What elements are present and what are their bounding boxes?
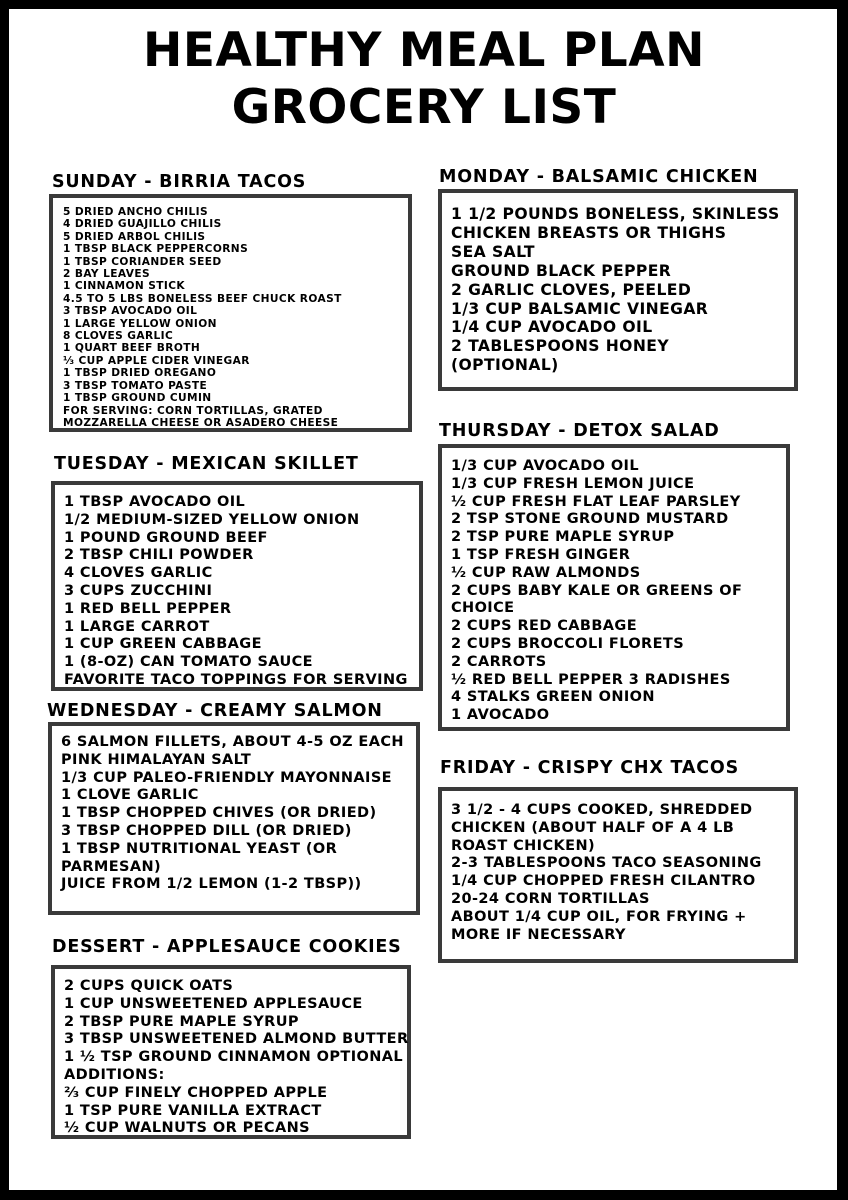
ingredient-item: (OPTIONAL) (451, 356, 559, 375)
ingredient-item: 1 CUP UNSWEETENED APPLESAUCE (64, 995, 363, 1012)
thursday-heading: THURSDAY - DETOX SALAD (439, 421, 720, 441)
ingredient-item: 1 AVOCADO (451, 707, 550, 724)
ingredient-item: 1 POUND GROUND BEEF (64, 529, 268, 546)
title-line-1: HEALTHY MEAL PLAN (143, 23, 705, 78)
ingredient-item: ABOUT 1/4 CUP OIL, FOR FRYING + (451, 908, 747, 925)
ingredient-item: 1 TBSP BLACK PEPPERCORNS (63, 243, 249, 256)
ingredient-item: 1 CINNAMON STICK (63, 280, 185, 293)
ingredient-item: 1 ½ TSP GROUND CINNAMON OPTIONAL (64, 1049, 404, 1066)
ingredient-item: 2 CARROTS (451, 653, 547, 670)
ingredient-item: 1 LARGE CARROT (64, 618, 210, 635)
ingredient-item: 2 TSP PURE MAPLE SYRUP (451, 529, 675, 546)
ingredient-item: FOR SERVING: CORN TORTILLAS, GRATED (63, 404, 323, 417)
ingredient-item: 2 TBSP CHILI POWDER (64, 547, 254, 564)
title-line-2: GROCERY LIST (231, 80, 617, 135)
ingredient-item: ROAST CHICKEN) (451, 837, 596, 854)
ingredient-item: 2 GARLIC CLOVES, PEELED (451, 280, 692, 299)
monday-ingredient-list (438, 189, 798, 391)
ingredient-item: 2 CUPS QUICK OATS (64, 978, 234, 994)
friday-heading: FRIDAY - CRISPY CHX TACOS (440, 758, 739, 778)
tuesday-heading: TUESDAY - MEXICAN SKILLET (54, 454, 359, 474)
ingredient-item: 2 TABLESPOONS HONEY (451, 337, 670, 356)
ingredient-item: CHICKEN BREASTS OR THIGHS (451, 223, 727, 242)
ingredient-item: 1/3 CUP AVOCADO OIL (451, 458, 639, 474)
dessert-heading: DESSERT - APPLESAUCE COOKIES (52, 937, 402, 957)
ingredient-item: 3 TBSP CHOPPED DILL (OR DRIED) (61, 822, 352, 839)
ingredient-item: 2 TBSP PURE MAPLE SYRUP (64, 1013, 299, 1030)
ingredient-item: 2 CUPS BABY KALE OR GREENS OF (451, 582, 743, 599)
wednesday-heading: WEDNESDAY - CREAMY SALMON (47, 701, 383, 721)
ingredient-item: 3 TBSP TOMATO PASTE (63, 379, 208, 392)
ingredient-item: ½ RED BELL PEPPER 3 RADISHES (451, 671, 731, 688)
monday-heading: MONDAY - BALSAMIC CHICKEN (439, 167, 759, 187)
wednesday-ingredient-list (48, 722, 420, 915)
ingredient-item: 1/4 CUP AVOCADO OIL (451, 318, 653, 337)
ingredient-item: MORE IF NECESSARY (451, 926, 626, 943)
ingredient-item: 1 CLOVE GARLIC (61, 787, 199, 804)
ingredient-item: ADDITIONS: (64, 1066, 165, 1083)
ingredient-item: 1 LARGE YELLOW ONION (63, 317, 217, 330)
ingredient-item: 1/2 MEDIUM-SIZED YELLOW ONION (64, 511, 360, 528)
ingredient-item: CHOICE (451, 600, 515, 617)
ingredient-item: 1 TBSP GROUND CUMIN (63, 392, 212, 405)
ingredient-item: 5 DRIED ANCHO CHILIS (63, 206, 208, 218)
ingredient-item: 1 CUP GREEN CABBAGE (64, 636, 262, 653)
ingredient-item: 1/4 CUP CHOPPED FRESH CILANTRO (451, 873, 756, 890)
ingredient-item: 1 TSP PURE VANILLA EXTRACT (64, 1102, 322, 1119)
page-title (0, 22, 848, 136)
ingredient-item: 4 CLOVES GARLIC (64, 565, 213, 582)
ingredient-item: 4 STALKS GREEN ONION (451, 689, 655, 706)
ingredient-item: 2 CUPS BROCCOLI FLORETS (451, 635, 685, 652)
ingredient-item: PINK HIMALAYAN SALT (61, 751, 252, 768)
ingredient-item: 1 TBSP CORIANDER SEED (63, 255, 222, 268)
ingredient-item: 8 CLOVES GARLIC (63, 330, 174, 343)
ingredient-item: PARMESAN) (61, 858, 162, 875)
ingredient-item: 4 DRIED GUAJILLO CHILIS (63, 218, 222, 231)
ingredient-item: 2 CUPS RED CABBAGE (451, 618, 638, 635)
ingredient-item: 2 BAY LEAVES (63, 268, 151, 281)
ingredient-item: 1/3 CUP FRESH LEMON JUICE (451, 475, 695, 492)
ingredient-item: 3 1/2 - 4 CUPS COOKED, SHREDDED (451, 802, 753, 818)
ingredient-item: 1 (8-OZ) CAN TOMATO SAUCE (64, 654, 313, 671)
ingredient-item: 1 TBSP DRIED OREGANO (63, 367, 217, 380)
ingredient-item: 5 DRIED ARBOL CHILIS (63, 230, 206, 243)
ingredient-item: 1 RED BELL PEPPER (64, 600, 232, 617)
ingredient-item: ⅓ CUP APPLE CIDER VINEGAR (63, 354, 250, 367)
ingredient-item: ⅔ CUP FINELY CHOPPED APPLE (64, 1084, 328, 1101)
ingredient-item: 1 TSP FRESH GINGER (451, 546, 631, 563)
ingredient-item: 1 TBSP CHOPPED CHIVES (OR DRIED) (61, 805, 377, 822)
friday-ingredient-list (438, 787, 798, 963)
ingredient-item: JUICE FROM 1/2 LEMON (1-2 TBSP)) (61, 876, 362, 893)
ingredient-item: 1 1/2 POUNDS BONELESS, SKINLESS (451, 205, 780, 223)
ingredient-item: 1/3 CUP BALSAMIC VINEGAR (451, 299, 709, 318)
ingredient-item: 1 QUART BEEF BROTH (63, 342, 201, 355)
ingredient-item: SEA SALT (451, 242, 535, 261)
ingredient-item: 4.5 TO 5 LBS BONELESS BEEF CHUCK ROAST (63, 292, 342, 305)
ingredient-item: ½ CUP WALNUTS OR PECANS (64, 1120, 310, 1137)
thursday-ingredient-list (438, 444, 790, 731)
ingredient-item: CHICKEN (ABOUT HALF OF A 4 LB (451, 819, 735, 836)
tuesday-ingredient-list (51, 481, 423, 691)
ingredient-item: GROUND BLACK PEPPER (451, 261, 672, 280)
sunday-heading: SUNDAY - BIRRIA TACOS (52, 172, 307, 192)
ingredient-item: 20-24 CORN TORTILLAS (451, 890, 650, 907)
ingredient-item: 2-3 TABLESPOONS TACO SEASONING (451, 855, 762, 872)
ingredient-item: FAVORITE TACO TOPPINGS FOR SERVING (64, 671, 408, 688)
ingredient-item: 6 SALMON FILLETS, ABOUT 4-5 OZ EACH (61, 734, 404, 750)
dessert-ingredient-list (51, 965, 411, 1139)
ingredient-item: 3 CUPS ZUCCHINI (64, 582, 213, 599)
ingredient-item: 2 TSP STONE GROUND MUSTARD (451, 511, 729, 528)
ingredient-item: ½ CUP FRESH FLAT LEAF PARSLEY (451, 493, 741, 510)
ingredient-item: ½ CUP RAW ALMONDS (451, 564, 641, 581)
ingredient-item: 3 TBSP UNSWEETENED ALMOND BUTTER (64, 1031, 409, 1048)
ingredient-item: MOZZARELLA CHEESE OR ASADERO CHEESE (63, 416, 339, 429)
ingredient-item: 1 TBSP NUTRITIONAL YEAST (OR (61, 840, 338, 857)
ingredient-item: 3 TBSP AVOCADO OIL (63, 305, 198, 318)
ingredient-item: 1 TBSP AVOCADO OIL (64, 494, 246, 510)
ingredient-item: 1/3 CUP PALEO-FRIENDLY MAYONNAISE (61, 769, 392, 786)
sunday-ingredient-list (49, 194, 412, 432)
